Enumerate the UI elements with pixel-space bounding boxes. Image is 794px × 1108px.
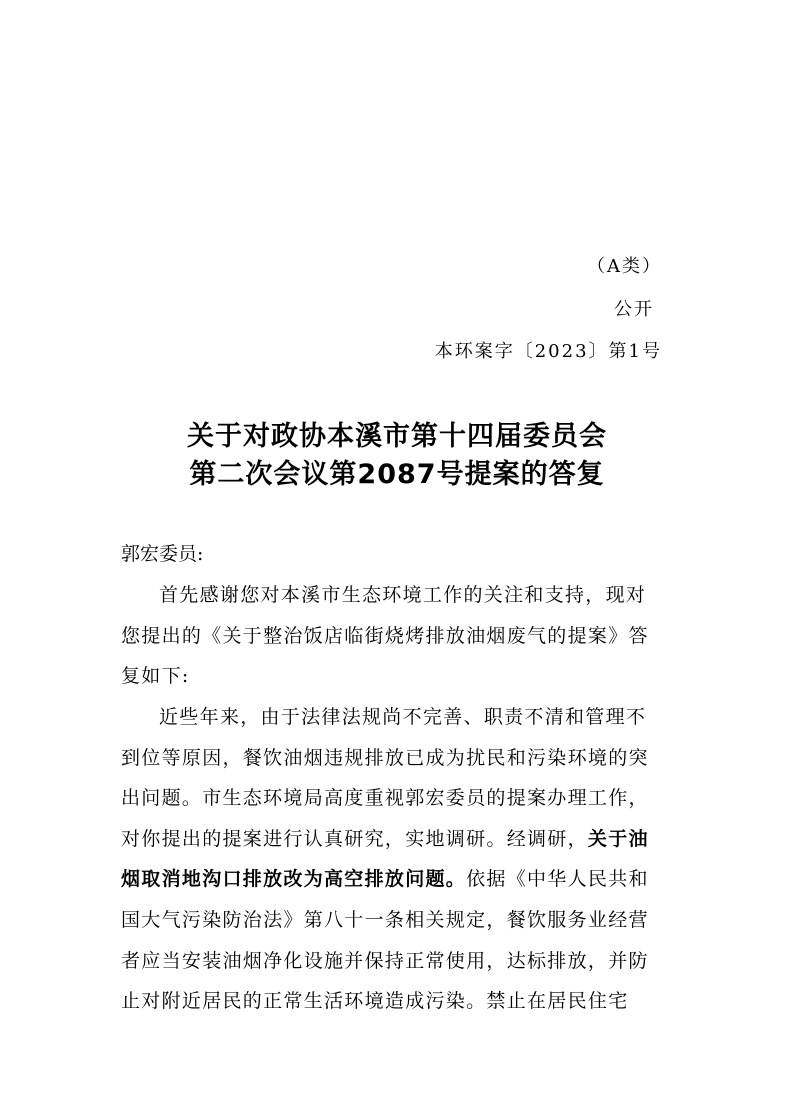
paragraph-text: 依据《中华人民共和 xyxy=(466,868,649,890)
disclosure-label: 公开 xyxy=(614,299,654,320)
paragraph-line: 止对附近居民的正常生活环境造成污染。禁止在居民住宅 xyxy=(121,990,629,1012)
paragraph-line: 近些年来，由于法律法规尚不完善、职责不清和管理不 xyxy=(159,706,647,728)
emphasis-text: 烟取消地沟口排放改为高空排放问题。 xyxy=(121,868,467,890)
paragraph-text: 对你提出的提案进行认真研究，实地调研。经调研， xyxy=(121,828,588,850)
emphasis-text: 关于油 xyxy=(587,828,649,850)
paragraph-line: 出问题。市生态环境局高度重视郭宏委员的提案办理工作， xyxy=(121,787,649,809)
document-title-line-1: 关于对政协本溪市第十四届委员会 xyxy=(187,421,607,452)
paragraph-line xyxy=(121,824,675,851)
category-label: （A类） xyxy=(587,256,662,277)
paragraph-line xyxy=(121,864,675,891)
paragraph-line: 复如下: xyxy=(121,665,190,687)
document-number: 本环案字〔2023〕第1号 xyxy=(434,341,662,362)
paragraph-line: 您提出的《关于整治饭店临街烧烤排放油烟废气的提案》答 xyxy=(121,625,649,647)
paragraph-line: 到位等原因，餐饮油烟违规排放已成为扰民和污染环境的突 xyxy=(121,747,649,769)
paragraph-line: 者应当安装油烟净化设施并保持正常使用，达标排放，并防 xyxy=(121,950,649,972)
paragraph-line: 首先感谢您对本溪市生态环境工作的关注和支持，现对 xyxy=(159,584,647,606)
salutation: 郭宏委员: xyxy=(121,543,204,565)
document-title-line-2: 第二次会议第2087号提案的答复 xyxy=(189,459,605,490)
paragraph-line: 国大气污染防治法》第八十一条相关规定，餐饮服务业经营 xyxy=(121,909,649,931)
